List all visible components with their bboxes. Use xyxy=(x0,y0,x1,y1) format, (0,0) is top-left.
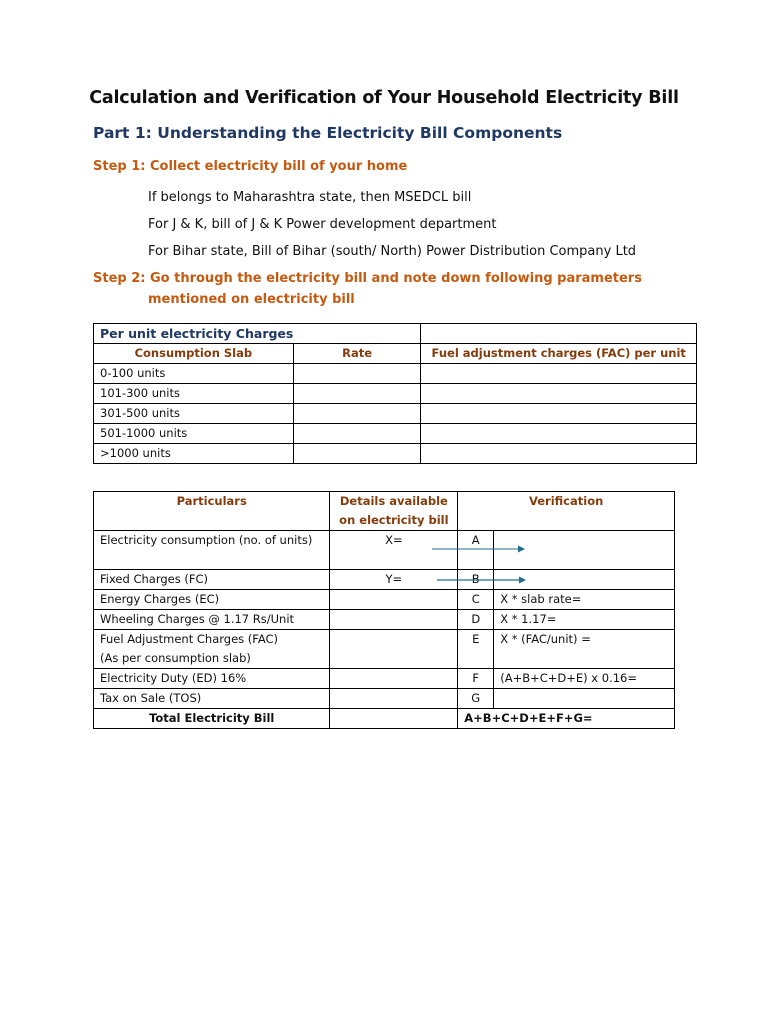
particular-line: (As per consumption slab) xyxy=(100,651,251,665)
code-cell: E xyxy=(458,630,494,669)
particular-cell: Fixed Charges (FC) xyxy=(94,570,330,590)
formula-cell: X * slab rate= xyxy=(494,590,675,610)
slab-cell: 101-300 units xyxy=(94,384,294,404)
column-header: Details available on electricity bill xyxy=(330,492,458,531)
table-row xyxy=(94,610,675,630)
arrow-right-icon xyxy=(432,544,526,554)
table-row xyxy=(94,404,697,424)
fac-cell xyxy=(421,444,697,464)
code-cell: F xyxy=(458,669,494,689)
particular-cell: Electricity Duty (ED) 16% xyxy=(94,669,330,689)
slab-cell: 0-100 units xyxy=(94,364,294,384)
table-cell xyxy=(421,324,697,344)
rate-cell xyxy=(293,364,421,384)
particular-cell xyxy=(94,630,330,669)
arrow-right-icon xyxy=(437,575,527,585)
formula-cell: (A+B+C+D+E) x 0.16= xyxy=(494,669,675,689)
slab-cell: 301-500 units xyxy=(94,404,294,424)
rate-cell xyxy=(293,444,421,464)
code-cell: B xyxy=(458,570,494,590)
detail-cell xyxy=(330,630,458,669)
formula-cell: X * 1.17= xyxy=(494,610,675,630)
calculation-table xyxy=(93,491,675,729)
document-title: Calculation and Verification of Your Household Electricity Bill xyxy=(89,88,679,108)
detail-cell: Y= xyxy=(330,570,458,590)
column-header: Rate xyxy=(293,344,421,364)
slab-cell: >1000 units xyxy=(94,444,294,464)
detail-cell xyxy=(330,709,458,729)
formula-cell xyxy=(494,689,675,709)
rate-cell xyxy=(293,424,421,444)
column-header: Particulars xyxy=(94,492,330,531)
formula-cell: X * (FAC/unit) = xyxy=(494,630,675,669)
step2-heading: Step 2: Go through the electricity bill and note down following parameters xyxy=(93,271,642,286)
rate-cell xyxy=(293,384,421,404)
step1-heading: Step 1: Collect electricity bill of your home xyxy=(93,159,408,174)
table-row xyxy=(94,364,697,384)
column-header: Verification xyxy=(458,492,675,531)
table-row xyxy=(94,689,675,709)
total-formula: A+B+C+D+E+F+G= xyxy=(458,709,675,729)
particular-cell: Energy Charges (EC) xyxy=(94,590,330,610)
slab-cell: 501-1000 units xyxy=(94,424,294,444)
detail-cell: X= xyxy=(330,531,458,570)
column-header: Fuel adjustment charges (FAC) per unit xyxy=(421,344,697,364)
table-row xyxy=(94,630,675,669)
table-row xyxy=(94,384,697,404)
table-row xyxy=(94,531,675,570)
rate-cell xyxy=(293,404,421,424)
table-row xyxy=(94,324,697,344)
step1-item: For Bihar state, Bill of Bihar (south/ North) Power Distribution Company Ltd xyxy=(148,244,637,259)
detail-cell xyxy=(330,590,458,610)
table-row xyxy=(94,424,697,444)
table-header-row xyxy=(94,344,697,364)
fac-cell xyxy=(421,424,697,444)
table-row xyxy=(94,444,697,464)
column-header: Consumption Slab xyxy=(94,344,294,364)
fac-cell xyxy=(421,384,697,404)
total-label: Total Electricity Bill xyxy=(94,709,330,729)
code-cell: C xyxy=(458,590,494,610)
detail-cell xyxy=(330,610,458,630)
code-cell: A xyxy=(458,531,494,570)
particular-cell: Tax on Sale (TOS) xyxy=(94,689,330,709)
step1-item: If belongs to Maharashtra state, then MSEDCL bill xyxy=(148,190,472,205)
rates-table xyxy=(93,323,697,464)
particular-cell: Wheeling Charges @ 1.17 Rs/Unit xyxy=(94,610,330,630)
code-cell: G xyxy=(458,689,494,709)
particular-line: Fuel Adjustment Charges (FAC) xyxy=(100,632,279,646)
part1-heading: Part 1: Understanding the Electricity Bill Components xyxy=(93,124,563,142)
rates-table-title: Per unit electricity Charges xyxy=(94,324,421,344)
detail-cell xyxy=(330,669,458,689)
table-header-row xyxy=(94,492,675,531)
table-row xyxy=(94,669,675,689)
table-total-row xyxy=(94,709,675,729)
fac-cell xyxy=(421,364,697,384)
step2-heading-cont: mentioned on electricity bill xyxy=(148,292,355,307)
step1-item: For J & K, bill of J & K Power development department xyxy=(148,217,497,232)
particular-cell: Electricity consumption (no. of units) xyxy=(94,531,330,570)
table-row xyxy=(94,590,675,610)
fac-cell xyxy=(421,404,697,424)
code-cell: D xyxy=(458,610,494,630)
table-row xyxy=(94,570,675,590)
detail-cell xyxy=(330,689,458,709)
